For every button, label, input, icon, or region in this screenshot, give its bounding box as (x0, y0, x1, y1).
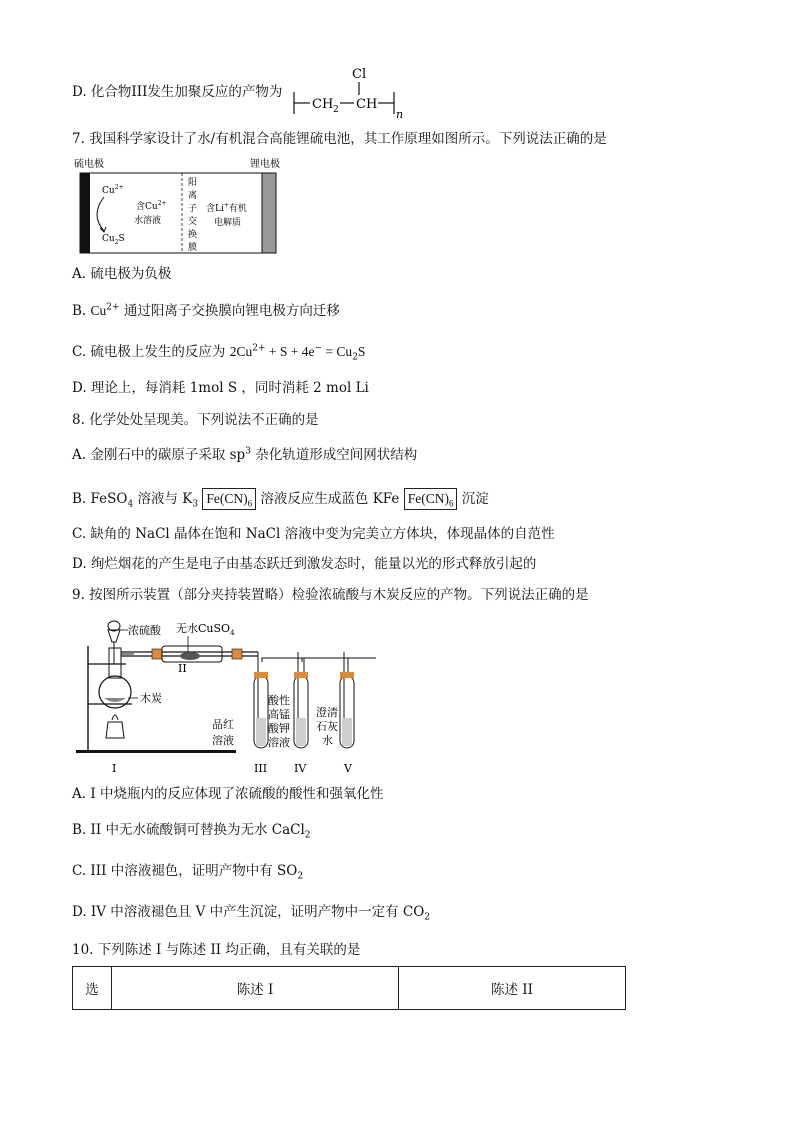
cu-ion-label: $Cu^{2+}$ (102, 184, 124, 196)
polymer-ch: CH (356, 97, 378, 112)
cu2s-label: $Cu_2S$ (102, 234, 125, 246)
q8-option-b: B. FeSO$_4$ 溶液与 $K_3$ $Fe(CN)_6$ 溶液反应生成蓝色 KFe $Fe(CN)_6$ 沉淀 (72, 488, 489, 510)
q7-option-c: C. 硫电极上发生的反应为 $2Cu^{2+} + S + 4e^- = Cu_2S$ (72, 343, 366, 363)
label-iv: IV (294, 762, 307, 775)
svg-text:酸钾: 酸钾 (268, 722, 290, 735)
q8-stem: 8. 化学处处呈现美。下列说法不正确的是 (72, 412, 319, 428)
label-iii: III (254, 762, 268, 775)
q6-option-d (72, 86, 282, 100)
pinhong-label-2: 溶液 (212, 734, 234, 747)
apparatus-diagram (72, 612, 382, 776)
svg-text:子: 子 (188, 204, 198, 214)
test-tube-iv (294, 672, 308, 748)
svg-text:高锰: 高锰 (268, 708, 290, 721)
ferricyanide-bracket-2: $Fe(CN)_6$ (404, 488, 458, 510)
tube-ii-label: II (178, 662, 187, 675)
svg-text:溶液: 溶液 (268, 736, 290, 749)
label-v: V (344, 762, 352, 775)
polymer-ch2-sub: 2 (333, 105, 339, 115)
svg-text:酸性: 酸性 (268, 694, 290, 707)
right-solution-line2: 电解质 (214, 218, 242, 228)
polymer-n: n (396, 108, 404, 118)
q10-stem: 10. 下列陈述 I 与陈述 II 均正确，且有关联的是 (72, 942, 361, 958)
svg-text:澄清: 澄清 (316, 706, 338, 719)
svg-text:膜: 膜 (188, 243, 198, 253)
q8-option-c: C. 缺角的 NaCl 晶体在饱和 NaCl 溶液中变为完美立方体块，体现晶体的自范性 (72, 526, 555, 542)
lithium-electrode-label: 锂电极 (250, 159, 280, 170)
q8-option-a: A. 金刚石中的碳原子采取 $sp^3$ 杂化轨道形成空间网状结构 (72, 446, 418, 463)
q10-table (72, 966, 626, 1010)
table-header-statement-2: 陈述 II (399, 967, 626, 1010)
right-solution-line1: 含Li+有机 (206, 202, 247, 214)
svg-text:换: 换 (188, 230, 198, 240)
q6d-label: D. 化合物III发生加聚反应的产物为 (72, 84, 283, 100)
svg-text:水: 水 (322, 734, 333, 747)
left-solution-line1: 含$Cu^{2+}$ (136, 200, 167, 212)
pinhong-label-1: 品红 (212, 718, 234, 731)
table-header-option: 选 (73, 967, 112, 1010)
polymer-ch2: CH (312, 97, 334, 112)
q9-option-b: B. II 中无水硫酸铜可替换为无水 CaCl$_2$ (72, 822, 311, 841)
ferricyanide-bracket: $Fe(CN)_6$ (202, 488, 256, 510)
q7-stem: 7. 我国科学家设计了水/有机混合高能锂硫电池，其工作原理如图所示。下列说法正确的是 (72, 131, 607, 147)
conc-sulfuric-acid-label: 浓硫酸 (128, 624, 161, 637)
q9-option-d: D. IV 中溶液褪色且 V 中产生沉淀，证明产物中一定有 $CO_2$ (72, 904, 431, 923)
table-header-row (73, 967, 626, 1010)
q7-option-a: A. 硫电极为负极 (72, 266, 172, 282)
left-solution-line2: 水溶液 (134, 216, 162, 226)
label-i: I (112, 762, 117, 775)
battery-diagram (72, 155, 284, 257)
kmno4-label (268, 693, 290, 749)
membrane-label (188, 177, 197, 253)
svg-text:阳: 阳 (188, 178, 198, 188)
charcoal-label: 木炭 (140, 692, 162, 705)
q7-option-d: D. 理论上，每消耗 1mol S ，同时消耗 2 mol Li (72, 380, 369, 396)
test-tube-iii (254, 672, 268, 748)
test-tube-v (340, 672, 354, 748)
sulfur-electrode-label: 硫电极 (74, 159, 104, 170)
svg-text:石灰: 石灰 (316, 720, 338, 733)
q9-option-c: C. III 中溶液褪色，证明产物中有 $SO_2$ (72, 863, 304, 882)
polymer-structure (290, 62, 410, 118)
reaction-arrow-icon (97, 197, 104, 231)
anhydrous-cuso4-label: 无水CuSO$_4$ (176, 622, 235, 637)
limewater-label (316, 705, 338, 747)
q9-option-a: A. I 中烧瓶内的反应体现了浓硫酸的酸性和强氧化性 (72, 786, 384, 802)
svg-text:交: 交 (188, 217, 198, 227)
table-header-statement-1: 陈述 I (112, 967, 399, 1010)
q7-option-b: B. $Cu^{2+}$ 通过阳离子交换膜向锂电极方向迁移 (72, 302, 340, 319)
q8-option-d: D. 绚烂烟花的产生是电子由基态跃迁到激发态时，能量以光的形式释放引起的 (72, 556, 537, 572)
polymer-cl: Cl (352, 67, 367, 82)
svg-text:离: 离 (188, 191, 198, 201)
q9-stem: 9. 按图所示装置（部分夹持装置略）检验浓硫酸与木炭反应的产物。下列说法正确的是 (72, 587, 589, 603)
